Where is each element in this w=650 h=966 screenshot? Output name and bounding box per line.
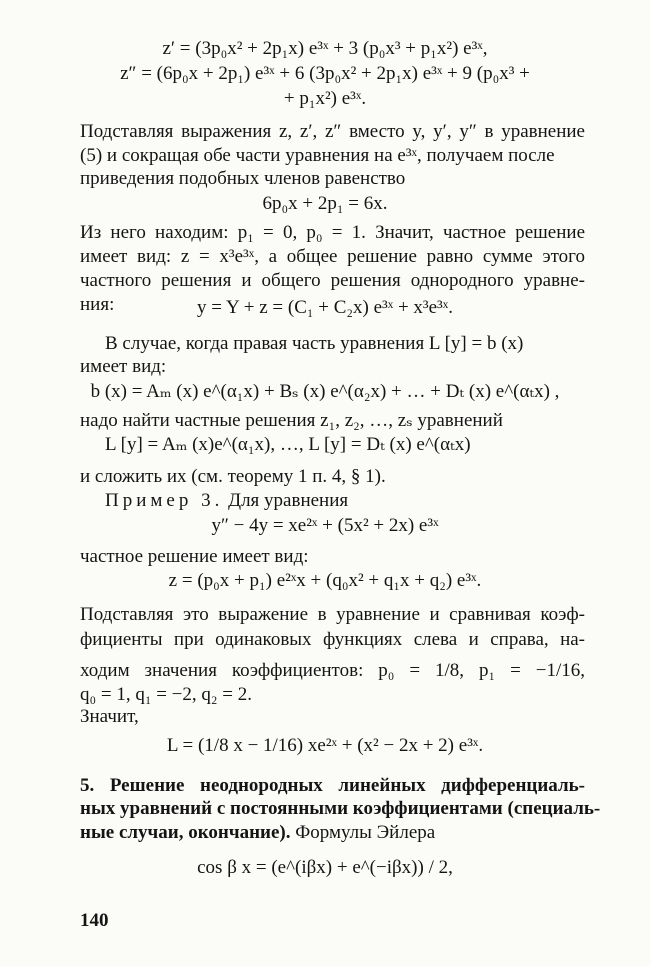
section-title: ных уравнений с постоянными коэффициентами (специаль- [80,798,601,819]
text-line: В случае, когда правая часть уравнения L [y] = b (x) [105,333,524,354]
text-line: частное решение имеет вид: [80,546,309,567]
text-line: ходим значения коэффициентов: p₀ = 1/8, p₁ = −1/16, [80,660,585,681]
text-line: Из него находим: p₁ = 0, p₀ = 1. Значит, частное решение [80,222,585,243]
text-line: ния: [80,294,115,315]
equation-result: L = (1/8 x − 1/16) xe²ˣ + (x² − 2x + 2) e³ˣ. [166,735,484,756]
text-line: приведения подобных членов равенство [80,168,406,189]
equation-6p: 6p₀x + 2p₁ = 6x. [262,193,388,214]
text-line: q₀ = 1, q₁ = −2, q₂ = 2. [80,684,252,705]
text-line: имеет вид: [80,356,167,377]
equation-z-double-prime: z″ = (6p₀x + 2p₁) e³ˣ + 6 (3p₀x² + 2p₁x) e³ˣ + 9 (p₀x³ + [120,63,530,84]
text-line: Формулы Эйлера [290,822,436,843]
text-line: Подставляя выражения z, z′, z″ вместо y, y′, y″ в уравнение [80,121,585,142]
section-title: 5. Решение неоднородных линейных дифференциаль- [80,775,585,796]
text-line: частного решения и общего решения однородного уравне- [80,270,585,291]
equation-example: y″ − 4y = xe²ˣ + (5x² + 2x) e³ˣ [211,515,439,536]
section-title: ные случаи, окончание). [80,822,291,843]
text-line: Подставляя это выражение в уравнение и сравнивая коэф- [80,604,585,625]
equation-L-system: L [y] = Aₘ (x)e^(α₁x), …, L [y] = Dₜ (x) e^(αₜx) [105,434,471,455]
equation-euler-cos: cos β x = (e^(iβx) + e^(−iβx)) / 2, [197,857,453,878]
equation-particular: z = (p₀x + p₁) e²ˣx + (q₀x² + q₁x + q₂) e³ˣ. [168,570,482,591]
example-text: Для уравнения [223,490,349,511]
equation-b: b (x) = Aₘ (x) e^(α₁x) + Bₛ (x) e^(α₂x) + … + Dₜ (x) e^(αₜx) , [90,381,560,402]
example-heading [105,490,348,512]
text-line: Значит, [80,706,139,727]
equation-z-double-prime-cont: + p₁x²) e³ˣ. [283,88,367,109]
text-line: имеет вид: z = x³e³ˣ, а общее решение равно сумме этого [80,246,585,267]
equation-general-solution: y = Y + z = (C₁ + C₂x) e³ˣ + x³e³ˣ. [196,297,453,318]
text-line: (5) и сокращая обе части уравнения на e³ˣ, получаем после [80,145,555,166]
text-line: и сложить их (см. теорему 1 п. 4, § 1). [80,466,386,487]
equation-z-prime: z′ = (3p₀x² + 2p₁x) e³ˣ + 3 (p₀x³ + p₁x²) e³ˣ, [162,38,488,59]
text-line: надо найти частные решения z₁, z₂, …, zₛ уравнений [80,410,503,431]
section-title-end [80,822,435,844]
example-label: Пример 3. [105,490,224,511]
text-line: фициенты при одинаковых функциях слева и справа, на- [80,629,585,650]
page-number: 140 [80,910,109,931]
